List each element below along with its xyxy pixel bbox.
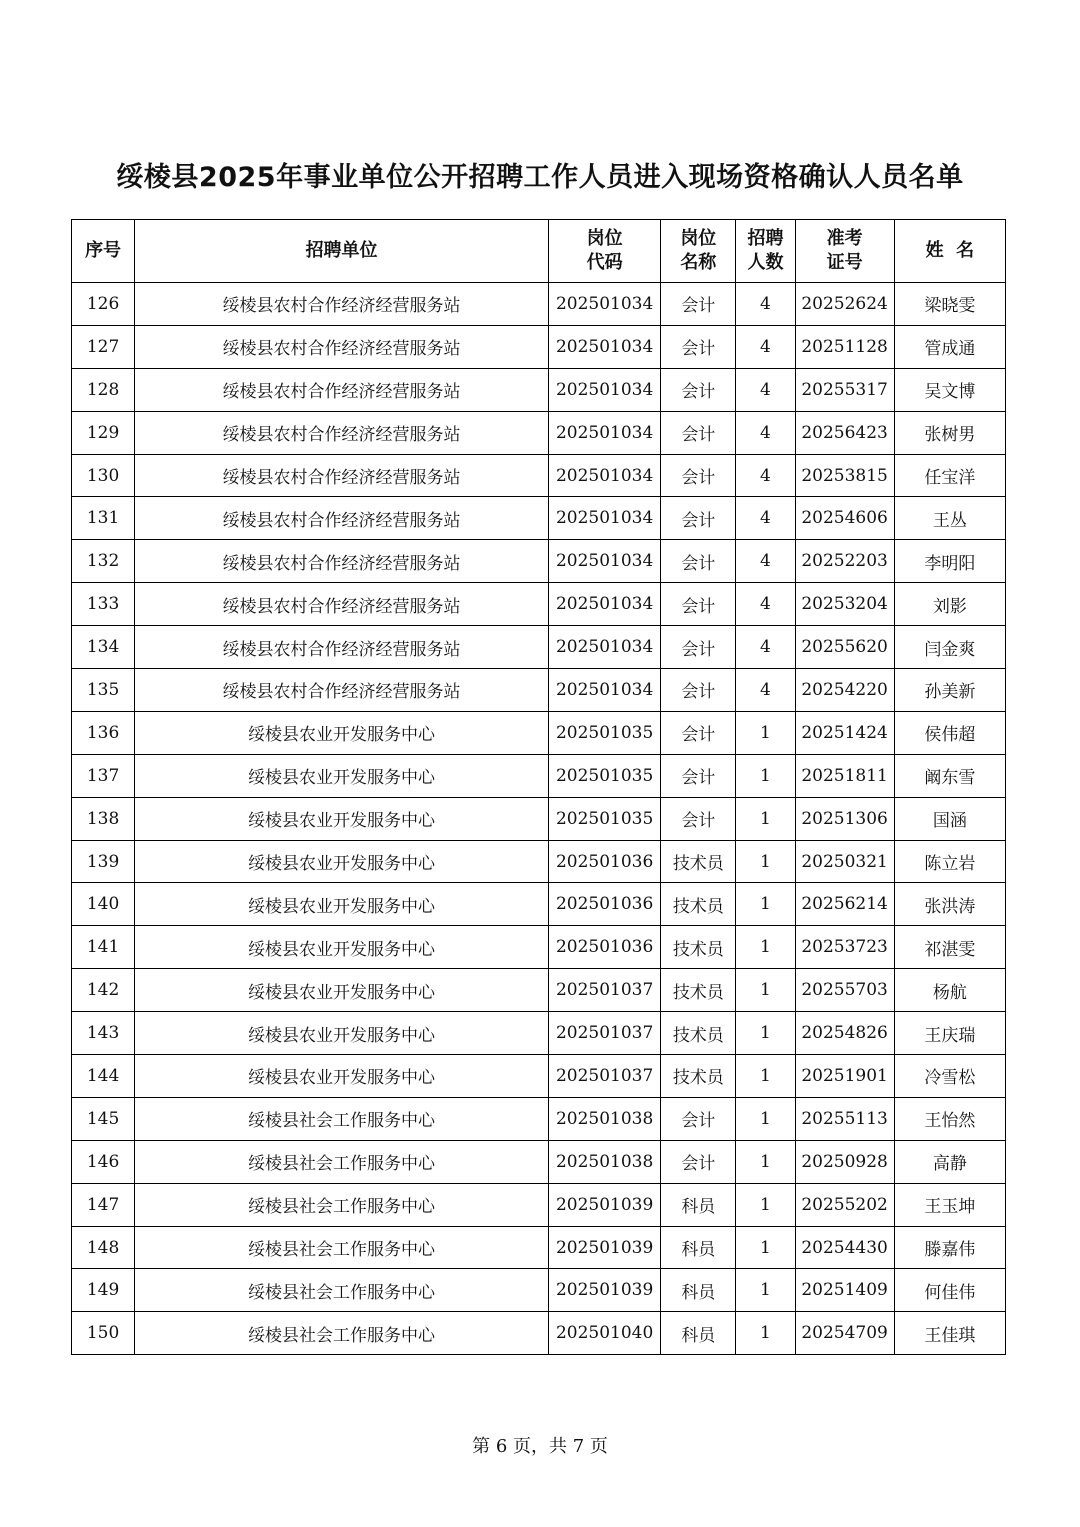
cell-candidate-name: 冷雪松 [894,1055,1005,1098]
header-count-line2: 人数 [747,252,784,273]
table-row [72,497,1006,540]
cell-post-name: 技术员 [661,1012,736,1055]
cell-unit: 绥棱县农业开发服务中心 [135,840,549,883]
cell-hire-count: 1 [736,1012,795,1055]
table-row [72,1012,1006,1055]
cell-candidate-name: 孙美新 [894,669,1005,712]
cell-hire-count: 4 [736,411,795,454]
cell-hire-count: 4 [736,626,795,669]
cell-post-name: 会计 [661,325,736,368]
cell-hire-count: 1 [736,1269,795,1312]
cell-unit: 绥棱县农村合作经济经营服务站 [135,411,549,454]
table-row [72,1055,1006,1098]
cell-hire-count: 1 [736,840,795,883]
cell-exam-number: 20253815 [795,454,894,497]
cell-unit: 绥棱县农村合作经济经营服务站 [135,454,549,497]
cell-seq: 148 [72,1226,135,1269]
table-row [72,1269,1006,1312]
cell-unit: 绥棱县社会工作服务中心 [135,1183,549,1226]
table-row [72,669,1006,712]
cell-seq: 146 [72,1140,135,1183]
cell-hire-count: 4 [736,583,795,626]
cell-seq: 145 [72,1097,135,1140]
cell-seq: 137 [72,754,135,797]
cell-post-code: 202501035 [549,797,661,840]
table-row [72,840,1006,883]
table-row [72,454,1006,497]
cell-post-name: 会计 [661,411,736,454]
cell-exam-number: 20256214 [795,883,894,926]
cell-post-name: 会计 [661,1097,736,1140]
header-count [736,220,795,283]
cell-unit: 绥棱县农业开发服务中心 [135,1012,549,1055]
cell-seq: 142 [72,969,135,1012]
cell-exam-number: 20254606 [795,497,894,540]
cell-post-code: 202501034 [549,540,661,583]
table-row [72,368,1006,411]
cell-post-name: 会计 [661,540,736,583]
cell-exam-number: 20256423 [795,411,894,454]
cell-candidate-name: 梁晓雯 [894,283,1005,326]
cell-exam-number: 20250928 [795,1140,894,1183]
cell-candidate-name: 王玉坤 [894,1183,1005,1226]
page-title: 绥棱县2025年事业单位公开招聘工作人员进入现场资格确认人员名单 [116,162,964,193]
cell-exam-number: 20254220 [795,669,894,712]
cell-post-name: 会计 [661,368,736,411]
cell-seq: 143 [72,1012,135,1055]
cell-candidate-name: 吴文博 [894,368,1005,411]
cell-unit: 绥棱县农业开发服务中心 [135,969,549,1012]
cell-post-code: 202501034 [549,669,661,712]
table-row [72,283,1006,326]
table-row [72,583,1006,626]
cell-exam-number: 20253723 [795,926,894,969]
cell-post-code: 202501034 [549,626,661,669]
cell-exam-number: 20254430 [795,1226,894,1269]
cell-candidate-name: 何佳伟 [894,1269,1005,1312]
cell-candidate-name: 李明阳 [894,540,1005,583]
page-footer: 第 6 页，共 7 页 [472,1436,608,1457]
table-row [72,411,1006,454]
cell-unit: 绥棱县农村合作经济经营服务站 [135,626,549,669]
cell-seq: 134 [72,626,135,669]
cell-post-code: 202501034 [549,583,661,626]
header-unit: 招聘单位 [135,220,549,283]
cell-post-code: 202501039 [549,1269,661,1312]
cell-post-name: 会计 [661,497,736,540]
table-row [72,1097,1006,1140]
cell-hire-count: 1 [736,711,795,754]
cell-hire-count: 1 [736,1097,795,1140]
cell-candidate-name: 陈立岩 [894,840,1005,883]
header-exam-line2: 证号 [826,252,863,273]
cell-unit: 绥棱县农业开发服务中心 [135,711,549,754]
cell-post-code: 202501039 [549,1226,661,1269]
cell-hire-count: 1 [736,1312,795,1355]
cell-exam-number: 20252203 [795,540,894,583]
cell-exam-number: 20254709 [795,1312,894,1355]
header-post-line1: 岗位 [680,228,717,249]
cell-exam-number: 20254826 [795,1012,894,1055]
cell-hire-count: 4 [736,283,795,326]
cell-post-code: 202501039 [549,1183,661,1226]
cell-exam-number: 20251811 [795,754,894,797]
cell-post-name: 技术员 [661,926,736,969]
cell-hire-count: 4 [736,368,795,411]
table-row [72,883,1006,926]
cell-post-code: 202501034 [549,283,661,326]
cell-hire-count: 1 [736,754,795,797]
cell-unit: 绥棱县农村合作经济经营服务站 [135,583,549,626]
cell-post-name: 科员 [661,1312,736,1355]
cell-exam-number: 20251128 [795,325,894,368]
header-count-line1: 招聘 [747,228,784,249]
cell-unit: 绥棱县农业开发服务中心 [135,754,549,797]
cell-candidate-name: 张树男 [894,411,1005,454]
cell-post-code: 202501040 [549,1312,661,1355]
table-row [72,540,1006,583]
cell-post-code: 202501037 [549,1055,661,1098]
cell-post-code: 202501036 [549,840,661,883]
cell-candidate-name: 杨航 [894,969,1005,1012]
cell-exam-number: 20253204 [795,583,894,626]
cell-seq: 139 [72,840,135,883]
cell-post-name: 会计 [661,583,736,626]
cell-post-name: 科员 [661,1269,736,1312]
cell-exam-number: 20255202 [795,1183,894,1226]
cell-hire-count: 4 [736,454,795,497]
cell-seq: 136 [72,711,135,754]
cell-unit: 绥棱县农业开发服务中心 [135,797,549,840]
cell-seq: 144 [72,1055,135,1098]
cell-post-name: 会计 [661,711,736,754]
cell-seq: 129 [72,411,135,454]
cell-exam-number: 20251901 [795,1055,894,1098]
cell-seq: 132 [72,540,135,583]
cell-post-name: 技术员 [661,883,736,926]
cell-candidate-name: 祁湛雯 [894,926,1005,969]
header-post [661,220,736,283]
cell-exam-number: 20251409 [795,1269,894,1312]
header-code-line2: 代码 [586,252,623,273]
table-row [72,711,1006,754]
cell-hire-count: 1 [736,797,795,840]
cell-post-name: 会计 [661,669,736,712]
cell-candidate-name: 张洪涛 [894,883,1005,926]
cell-candidate-name: 王佳琪 [894,1312,1005,1355]
cell-hire-count: 1 [736,1226,795,1269]
cell-post-code: 202501038 [549,1097,661,1140]
cell-candidate-name: 高静 [894,1140,1005,1183]
cell-post-name: 会计 [661,754,736,797]
cell-hire-count: 1 [736,883,795,926]
cell-seq: 149 [72,1269,135,1312]
cell-candidate-name: 任宝洋 [894,454,1005,497]
cell-hire-count: 4 [736,669,795,712]
cell-candidate-name: 滕嘉伟 [894,1226,1005,1269]
cell-seq: 135 [72,669,135,712]
header-code [549,220,661,283]
cell-exam-number: 20255620 [795,626,894,669]
cell-post-code: 202501034 [549,454,661,497]
cell-seq: 128 [72,368,135,411]
cell-hire-count: 1 [736,1055,795,1098]
cell-unit: 绥棱县农业开发服务中心 [135,926,549,969]
cell-candidate-name: 王庆瑞 [894,1012,1005,1055]
roster-table [71,219,1006,1355]
header-code-line1: 岗位 [586,228,623,249]
cell-post-name: 会计 [661,626,736,669]
table-row [72,926,1006,969]
cell-exam-number: 20255317 [795,368,894,411]
table-row [72,797,1006,840]
cell-candidate-name: 侯伟超 [894,711,1005,754]
cell-hire-count: 1 [736,969,795,1012]
cell-hire-count: 1 [736,1183,795,1226]
cell-post-name: 会计 [661,454,736,497]
cell-post-code: 202501035 [549,711,661,754]
table-row [72,626,1006,669]
cell-seq: 126 [72,283,135,326]
cell-candidate-name: 国涵 [894,797,1005,840]
cell-seq: 140 [72,883,135,926]
header-post-line2: 名称 [680,252,717,273]
cell-unit: 绥棱县农村合作经济经营服务站 [135,497,549,540]
cell-post-code: 202501038 [549,1140,661,1183]
cell-seq: 131 [72,497,135,540]
cell-unit: 绥棱县农业开发服务中心 [135,883,549,926]
table-row [72,1312,1006,1355]
cell-unit: 绥棱县农村合作经济经营服务站 [135,540,549,583]
cell-post-name: 技术员 [661,840,736,883]
cell-post-name: 技术员 [661,1055,736,1098]
table-body [72,283,1006,1355]
header-seq: 序号 [72,220,135,283]
cell-post-name: 科员 [661,1183,736,1226]
header-name: 姓 名 [894,220,1005,283]
cell-post-code: 202501037 [549,969,661,1012]
cell-post-code: 202501037 [549,1012,661,1055]
cell-post-code: 202501034 [549,368,661,411]
cell-exam-number: 20252624 [795,283,894,326]
cell-candidate-name: 王丛 [894,497,1005,540]
table-row [72,1140,1006,1183]
cell-exam-number: 20255113 [795,1097,894,1140]
cell-seq: 150 [72,1312,135,1355]
table-row [72,969,1006,1012]
cell-exam-number: 20251424 [795,711,894,754]
cell-unit: 绥棱县农村合作经济经营服务站 [135,368,549,411]
table-row [72,1226,1006,1269]
cell-seq: 130 [72,454,135,497]
cell-hire-count: 4 [736,325,795,368]
table-row [72,754,1006,797]
cell-unit: 绥棱县社会工作服务中心 [135,1269,549,1312]
cell-candidate-name: 阚东雪 [894,754,1005,797]
cell-candidate-name: 管成通 [894,325,1005,368]
cell-unit: 绥棱县农村合作经济经营服务站 [135,283,549,326]
cell-seq: 138 [72,797,135,840]
cell-seq: 147 [72,1183,135,1226]
header-exam-no [795,220,894,283]
cell-unit: 绥棱县社会工作服务中心 [135,1140,549,1183]
cell-post-code: 202501034 [549,411,661,454]
cell-unit: 绥棱县社会工作服务中心 [135,1226,549,1269]
cell-post-name: 会计 [661,797,736,840]
cell-unit: 绥棱县农业开发服务中心 [135,1055,549,1098]
cell-unit: 绥棱县农村合作经济经营服务站 [135,669,549,712]
cell-post-code: 202501036 [549,883,661,926]
cell-post-code: 202501034 [549,325,661,368]
table-header-row [72,220,1006,283]
table-row [72,1183,1006,1226]
cell-hire-count: 4 [736,497,795,540]
cell-candidate-name: 王怡然 [894,1097,1005,1140]
cell-hire-count: 1 [736,926,795,969]
cell-candidate-name: 刘影 [894,583,1005,626]
cell-seq: 133 [72,583,135,626]
cell-post-code: 202501034 [549,497,661,540]
cell-post-code: 202501035 [549,754,661,797]
table-row [72,325,1006,368]
cell-post-name: 技术员 [661,969,736,1012]
cell-post-name: 科员 [661,1226,736,1269]
cell-post-name: 会计 [661,283,736,326]
cell-unit: 绥棱县社会工作服务中心 [135,1097,549,1140]
cell-seq: 141 [72,926,135,969]
cell-candidate-name: 闫金爽 [894,626,1005,669]
cell-unit: 绥棱县社会工作服务中心 [135,1312,549,1355]
cell-exam-number: 20251306 [795,797,894,840]
cell-exam-number: 20255703 [795,969,894,1012]
cell-post-name: 会计 [661,1140,736,1183]
cell-hire-count: 4 [736,540,795,583]
cell-seq: 127 [72,325,135,368]
cell-post-code: 202501036 [549,926,661,969]
header-exam-line1: 准考 [826,228,863,249]
cell-unit: 绥棱县农村合作经济经营服务站 [135,325,549,368]
cell-exam-number: 20250321 [795,840,894,883]
cell-hire-count: 1 [736,1140,795,1183]
